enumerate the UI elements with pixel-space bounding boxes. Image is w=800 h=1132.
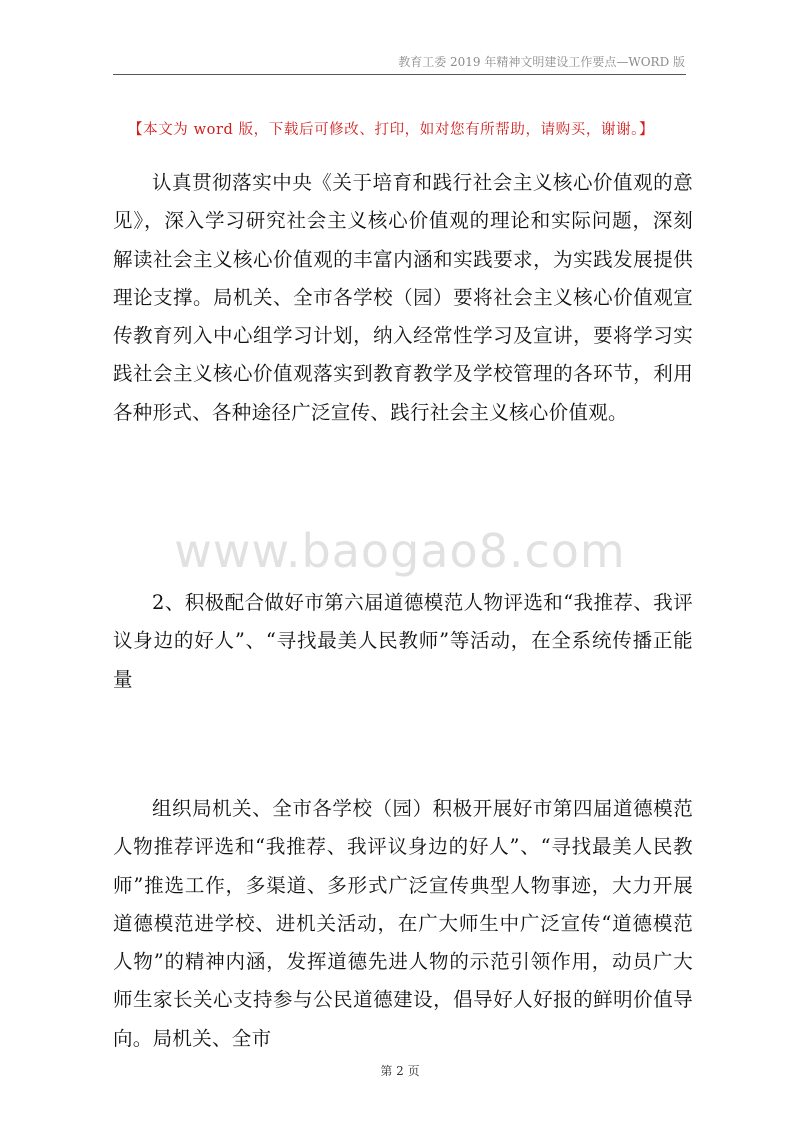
paragraph-core-values: 认真贯彻落实中央《关于培育和践行社会主义核心价值观的意见》，深入学习研究社会主义核心价值观的理论和实际问题，深刻解读社会主义核心价值观的丰富内涵和实践要求，为实践发展提供理论支撑。局机关、全市各学校（园）要将社会主义核心价值观宣传教育列入中心组学习计划，纳入经常性学习及宣讲，要将学习实践社会主义核心价值观落实到教育教学及学校管理的各环节，利用各种形式、各种途径广泛宣传、践行社会主义核心价值观。 — [113, 171, 693, 424]
paragraph-moral-models: 组织局机关、全市各学校（园）积极开展好市第四届道德模范人物推荐评选和“我推荐、我评议身边的好人”、“寻找最美人民教师”推选工作，多渠道、多形式广泛宣传典型人物事迹，大力开展道德模范进学校、进机关活动，在广大师生中广泛宣传“道德模范人物”的精神内涵，发挥道德先进人物的示范引领作用，动员广大师生家长关心支持参与公民道德建设，倡导好人好报的鲜明价值导向。局机关、全市 — [113, 797, 693, 1050]
page-number: 第 2 页 — [380, 1064, 420, 1078]
watermark: www.baogao8.com — [174, 524, 626, 578]
running-header: 教育工委 2019 年精神文明建设工作要点—WORD 版 — [398, 55, 685, 69]
header-divider — [113, 74, 686, 75]
section-heading-2: 2、积极配合做好市第六届道德模范人物评选和“我推荐、我评议身边的好人”、“寻找最美人民教师”等活动，在全系统传播正能量 — [113, 591, 693, 691]
download-notice: 【本文为 word 版，下载后可修改、打印，如对您有所帮助，请购买，谢谢。】 — [128, 122, 655, 138]
